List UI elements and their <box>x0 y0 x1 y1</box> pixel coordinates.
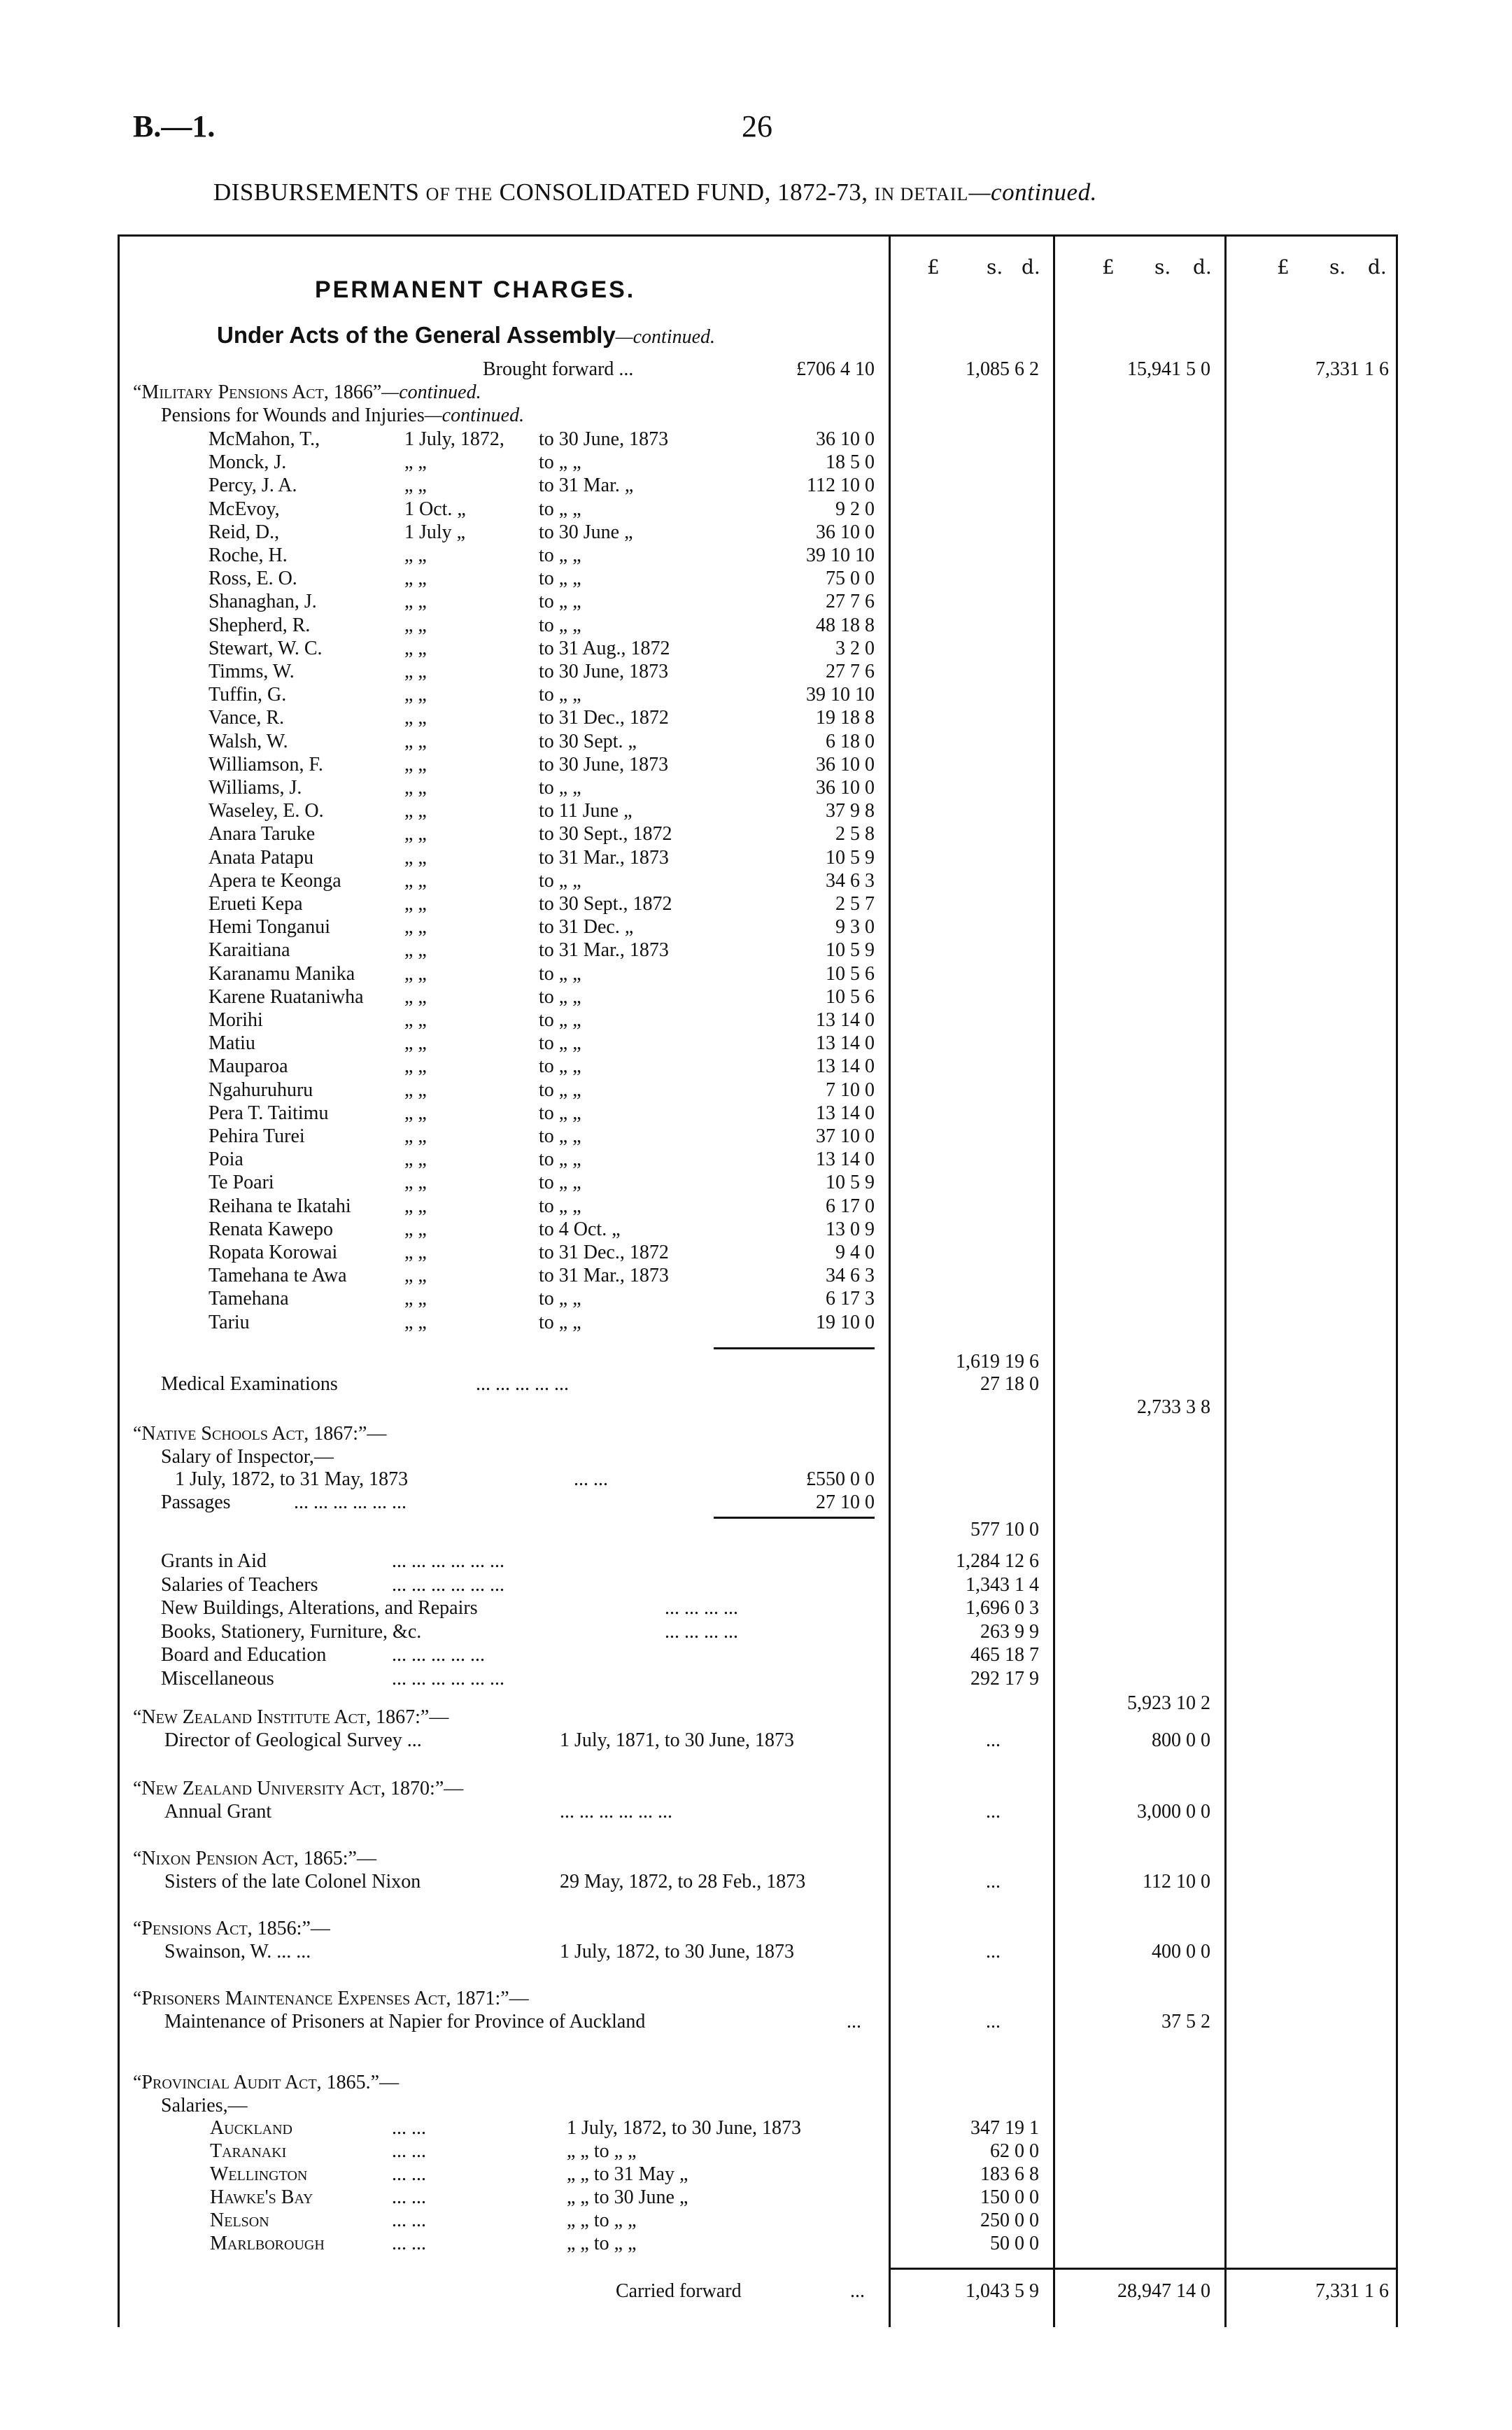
act-amount: 800 0 0 <box>1152 1729 1210 1751</box>
pensioner-name: Tuffin, G. <box>209 684 287 706</box>
pension-amount: 34 6 3 <box>826 869 875 892</box>
act-title: “New Zealand Institute Act, 1867:”— <box>133 1706 449 1728</box>
pension-to-date: to „ „ <box>539 962 581 985</box>
province-period: „ „ to „ „ <box>567 2210 637 2231</box>
native-item-label: Board and Education <box>161 1644 327 1666</box>
pension-to-date: to 31 Mar. „ <box>539 475 634 497</box>
pension-to-date: to 30 June, 1873 <box>539 661 669 682</box>
pension-amount: 19 10 0 <box>816 1311 875 1333</box>
medical-amount: 27 18 0 <box>980 1373 1039 1395</box>
pension-to-date: to „ „ <box>539 1311 581 1333</box>
col-pound: £ <box>1102 255 1115 279</box>
province-period: „ „ to 30 June „ <box>567 2186 688 2208</box>
pension-from-date: „ „ <box>404 1149 427 1171</box>
pension-from-date: „ „ <box>404 1079 427 1101</box>
pension-amount: 2 5 7 <box>835 893 875 915</box>
pension-to-date: to „ „ <box>539 1149 581 1171</box>
province-dots: ... ... <box>392 2233 426 2254</box>
native-item-amount: 1,284 12 6 <box>956 1550 1039 1572</box>
pension-from-date: „ „ <box>404 1172 427 1194</box>
pension-amount: 37 9 8 <box>826 800 875 822</box>
pension-amount: 10 5 6 <box>826 962 875 985</box>
brought-forward-col1: 1,085 6 2 <box>966 358 1039 380</box>
medical-dots: ... ... ... ... ... <box>476 1373 569 1395</box>
salary-inspector-label: Salary of Inspector,— <box>161 1446 334 1468</box>
medical-label: Medical Examinations <box>161 1373 338 1395</box>
pension-to-date: to 30 Sept., 1872 <box>539 823 672 845</box>
pensioner-name: Pera T. Taitimu <box>209 1102 329 1124</box>
act-col1: ... <box>986 2011 1001 2032</box>
pension-from-date: „ „ <box>404 1102 427 1124</box>
pension-amount: 13 14 0 <box>816 1032 875 1055</box>
pension-amount: 10 5 9 <box>826 939 875 962</box>
pension-to-date: to „ „ <box>539 498 581 520</box>
pension-from-date: „ „ <box>404 1009 427 1031</box>
pension-to-date: to 11 June „ <box>539 800 633 822</box>
pension-to-date: to „ „ <box>539 591 581 613</box>
audit-salaries-label: Salaries,— <box>161 2095 248 2116</box>
province-amount: 183 6 8 <box>980 2163 1039 2185</box>
pension-to-date: to „ „ <box>539 451 581 474</box>
pensioner-name: Ropata Korowai <box>209 1242 338 1263</box>
document-reference: B.—1. <box>133 109 216 143</box>
pension-to-date: to „ „ <box>539 1009 581 1031</box>
brought-forward-col2: 15,941 5 0 <box>1127 358 1210 380</box>
province-dots: ... ... <box>392 2163 426 2185</box>
pension-amount: 36 10 0 <box>816 521 875 543</box>
province-amount: 250 0 0 <box>980 2210 1039 2231</box>
col-shillings: s. <box>1154 255 1171 279</box>
pension-from-date: „ „ <box>404 985 427 1008</box>
carried-forward-dots: ... <box>850 2280 865 2302</box>
pension-amount: 39 10 10 <box>806 684 875 706</box>
pension-to-date: to „ „ <box>539 1032 581 1055</box>
brought-forward-col3: 7,331 1 6 <box>1315 358 1389 380</box>
pensioner-name: Renata Kawepo <box>209 1218 334 1240</box>
pensioner-name: Shanaghan, J. <box>209 591 317 613</box>
province-dots: ... ... <box>392 2117 426 2139</box>
pension-to-date: to 4 Oct. „ <box>539 1218 621 1240</box>
pensioner-name: Reid, D., <box>209 521 280 543</box>
province-amount: 62 0 0 <box>990 2140 1039 2162</box>
act-amount: 37 5 2 <box>1161 2011 1210 2032</box>
pension-to-date: to „ „ <box>539 1125 581 1147</box>
col-pence: d. <box>1022 255 1040 279</box>
pension-from-date: „ „ <box>404 1195 427 1217</box>
pension-to-date: to „ „ <box>539 545 581 566</box>
act-period: 1 July, 1872, to 30 June, 1873 <box>560 1941 794 1962</box>
subtotal-rule <box>714 1347 875 1349</box>
pension-to-date: to 30 June „ <box>539 521 633 543</box>
pension-from-date: „ „ <box>404 1265 427 1287</box>
province-period: 1 July, 1872, to 30 June, 1873 <box>567 2117 801 2139</box>
pension-to-date: to „ „ <box>539 1079 581 1101</box>
pensions-subheading: Pensions for Wounds and Injuries—continued. <box>161 405 525 426</box>
pension-amount: 27 7 6 <box>826 591 875 613</box>
pension-from-date: 1 Oct. „ <box>404 498 466 520</box>
passages-amount: 27 10 0 <box>816 1491 875 1513</box>
pensioner-name: Pehira Turei <box>209 1125 305 1147</box>
pensioner-name: Karanamu Manika <box>209 962 355 985</box>
col-pence: d. <box>1368 255 1387 279</box>
act-period: 1 July, 1871, to 30 June, 1873 <box>560 1729 794 1751</box>
pension-amount: 13 14 0 <box>816 1102 875 1124</box>
pension-from-date: 1 July „ <box>404 521 466 543</box>
col-pound: £ <box>927 255 940 279</box>
province-name: Auckland <box>210 2117 292 2139</box>
province-name: Taranaki <box>210 2140 287 2162</box>
pension-amount: 19 18 8 <box>816 707 875 729</box>
pension-from-date: „ „ <box>404 707 427 729</box>
pension-amount: 18 5 0 <box>826 451 875 474</box>
act-description: Swainson, W. ... ... <box>164 1941 311 1962</box>
act-title: “Prisoners Maintenance Expenses Act, 1871:”— <box>133 1988 529 2009</box>
pensioner-name: Tariu <box>209 1311 250 1333</box>
pension-from-date: „ „ <box>404 1218 427 1240</box>
province-period: „ „ to „ „ <box>567 2140 637 2162</box>
salary-dots: ... ... <box>574 1468 608 1490</box>
pension-to-date: to „ „ <box>539 1102 581 1124</box>
pension-from-date: „ „ <box>404 591 427 613</box>
pension-from-date: „ „ <box>404 823 427 845</box>
pension-from-date: „ „ <box>404 1242 427 1263</box>
pensioner-name: Timms, W. <box>209 661 295 682</box>
carried-forward-col3: 7,331 1 6 <box>1315 2280 1389 2302</box>
province-period: „ „ to „ „ <box>567 2233 637 2254</box>
pension-amount: 13 14 0 <box>816 1055 875 1078</box>
pension-to-date: to „ „ <box>539 1172 581 1194</box>
pension-from-date: „ „ <box>404 869 427 892</box>
pension-amount: 7 10 0 <box>826 1079 875 1101</box>
act-amount: 112 10 0 <box>1143 1871 1210 1892</box>
pension-to-date: to „ „ <box>539 1195 581 1217</box>
act-period: ... ... ... ... ... ... <box>560 1801 672 1822</box>
subtotal-rule <box>714 1517 875 1519</box>
act-description: Director of Geological Survey ... <box>164 1729 422 1751</box>
pension-amount: 36 10 0 <box>816 777 875 799</box>
pension-amount: 9 3 0 <box>835 916 875 939</box>
act-col1: ... <box>986 1729 1001 1751</box>
province-name: Nelson <box>210 2210 269 2231</box>
pension-amount: 36 10 0 <box>816 753 875 775</box>
pension-amount: 27 7 6 <box>826 661 875 682</box>
pension-amount: 9 4 0 <box>835 1242 875 1263</box>
pension-from-date: „ „ <box>404 846 427 869</box>
pensioner-name: Hemi Tonganui <box>209 916 331 939</box>
salary-amount: £550 0 0 <box>806 1468 875 1490</box>
section-subtitle: Under Acts of the General Assembly—continued. <box>217 322 716 348</box>
carried-forward-col2: 28,947 14 0 <box>1117 2280 1210 2302</box>
pension-from-date: „ „ <box>404 451 427 474</box>
pensioner-name: Karene Ruataniwha <box>209 985 364 1008</box>
pension-amount: 10 5 6 <box>826 985 875 1008</box>
pensioner-name: Anata Patapu <box>209 846 314 869</box>
pensioner-name: Tamehana <box>209 1288 289 1310</box>
act-title: “Pensions Act, 1856:”— <box>133 1918 330 1939</box>
pension-from-date: „ „ <box>404 1288 427 1310</box>
province-dots: ... ... <box>392 2186 426 2208</box>
pensioner-name: Williamson, F. <box>209 753 323 775</box>
native-item-dots: ... ... ... ... ... <box>392 1644 485 1666</box>
passages-dots: ... ... ... ... ... ... <box>294 1491 407 1513</box>
pension-to-date: to 30 Sept., 1872 <box>539 893 672 915</box>
pension-to-date: to „ „ <box>539 1288 581 1310</box>
pension-to-date: to 30 June, 1873 <box>539 428 669 450</box>
pension-amount: 34 6 3 <box>826 1265 875 1287</box>
act-col1: ... <box>986 1871 1001 1892</box>
pension-amount: 13 14 0 <box>816 1009 875 1031</box>
pension-from-date: „ „ <box>404 893 427 915</box>
native-item-label: Grants in Aid <box>161 1550 267 1572</box>
military-total: 2,733 3 8 <box>1137 1396 1210 1418</box>
pension-to-date: to „ „ <box>539 777 581 799</box>
pension-from-date: „ „ <box>404 661 427 682</box>
pension-from-date: „ „ <box>404 1032 427 1055</box>
pension-to-date: to 31 Dec. „ <box>539 916 634 939</box>
pension-amount: 2 5 8 <box>835 823 875 845</box>
col-shillings: s. <box>987 255 1003 279</box>
pensioner-name: Ngahuruhuru <box>209 1079 313 1101</box>
pensioner-name: Karaitiana <box>209 939 290 962</box>
page-title: DISBURSEMENTS OF THE CONSOLIDATED FUND, 1872-73, IN DETAIL—continued. <box>213 178 1097 206</box>
pension-from-date: „ „ <box>404 800 427 822</box>
pensioner-name: Ross, E. O. <box>209 568 297 590</box>
pension-to-date: to 31 Aug., 1872 <box>539 637 670 659</box>
native-item-amount: 263 9 9 <box>980 1620 1039 1643</box>
column-divider <box>1224 234 1227 2327</box>
pension-to-date: to 31 Mar., 1873 <box>539 939 669 962</box>
military-pensions-act-title: “Military Pensions Act, 1866”—continued. <box>133 381 481 403</box>
act-period: ... <box>847 2011 861 2032</box>
province-period: „ „ to 31 May „ <box>567 2163 688 2185</box>
province-amount: 347 19 1 <box>970 2117 1039 2139</box>
pensioner-name: Monck, J. <box>209 451 287 474</box>
carried-forward-col1: 1,043 5 9 <box>966 2280 1039 2302</box>
pension-from-date: „ „ <box>404 475 427 497</box>
pensioner-name: Roche, H. <box>209 545 288 566</box>
act-col1: ... <box>986 1941 1001 1962</box>
pension-from-date: „ „ <box>404 939 427 962</box>
pensioner-name: Matiu <box>209 1032 255 1055</box>
total-rule <box>889 2268 1398 2270</box>
act-period: 29 May, 1872, to 28 Feb., 1873 <box>560 1871 806 1892</box>
native-item-dots: ... ... ... ... ... ... <box>392 1550 504 1572</box>
pensioner-name: Williams, J. <box>209 777 302 799</box>
native-item-amount: 292 17 9 <box>970 1667 1039 1690</box>
pension-to-date: to 30 Sept. „ <box>539 730 637 752</box>
act-description: Annual Grant <box>164 1801 272 1822</box>
pensioner-name: Waseley, E. O. <box>209 800 324 822</box>
act-description: Maintenance of Prisoners at Napier for Province of Auckland <box>164 2011 646 2032</box>
pension-amount: 6 17 0 <box>826 1195 875 1217</box>
act-description: Sisters of the late Colonel Nixon <box>164 1871 421 1892</box>
province-name: Hawke's Bay <box>210 2186 313 2208</box>
province-name: Wellington <box>210 2163 308 2185</box>
col-pence: d. <box>1193 255 1212 279</box>
pension-from-date: „ „ <box>404 614 427 636</box>
pensioner-name: Morihi <box>209 1009 263 1031</box>
pension-to-date: to „ „ <box>539 614 581 636</box>
province-dots: ... ... <box>392 2210 426 2231</box>
province-amount: 50 0 0 <box>990 2233 1039 2254</box>
pension-to-date: to 31 Dec., 1872 <box>539 1242 669 1263</box>
pension-amount: 9 2 0 <box>835 498 875 520</box>
pensioner-name: Stewart, W. C. <box>209 637 323 659</box>
brought-forward-label: Brought forward ... <box>483 358 634 380</box>
pension-to-date: to „ „ <box>539 684 581 706</box>
pensioner-name: Percy, J. A. <box>209 475 297 497</box>
pension-to-date: to „ „ <box>539 869 581 892</box>
section-title: PERMANENT CHARGES. <box>315 276 636 303</box>
province-dots: ... ... <box>392 2140 426 2162</box>
native-item-label: New Buildings, Alterations, and Repairs <box>161 1597 478 1619</box>
pension-from-date: „ „ <box>404 1055 427 1078</box>
native-item-label: Miscellaneous <box>161 1667 274 1690</box>
province-amount: 150 0 0 <box>980 2186 1039 2208</box>
pensioner-name: McMahon, T., <box>209 428 320 450</box>
pension-to-date: to 30 June, 1873 <box>539 753 669 775</box>
native-item-label: Books, Stationery, Furniture, &c. <box>161 1620 422 1643</box>
carried-forward-label: Carried forward <box>616 2280 742 2302</box>
pension-from-date: „ „ <box>404 568 427 590</box>
audit-act-title: “Provincial Audit Act, 1865.”— <box>133 2072 400 2093</box>
salary-period: 1 July, 1872, to 31 May, 1873 <box>175 1468 409 1490</box>
pension-to-date: to „ „ <box>539 568 581 590</box>
pension-amount: 75 0 0 <box>826 568 875 590</box>
pension-from-date: „ „ <box>404 684 427 706</box>
pension-amount: 10 5 9 <box>826 846 875 869</box>
pension-from-date: „ „ <box>404 730 427 752</box>
native-item-amount: 1,696 0 3 <box>966 1597 1039 1619</box>
pension-amount: 13 0 9 <box>826 1218 875 1240</box>
pensioner-name: Anara Taruke <box>209 823 316 845</box>
column-divider <box>889 234 891 2327</box>
pension-amount: 10 5 9 <box>826 1172 875 1194</box>
province-name: Marlborough <box>210 2233 325 2254</box>
pension-from-date: „ „ <box>404 753 427 775</box>
pension-amount: 48 18 8 <box>816 614 875 636</box>
pensions-total: 1,619 19 6 <box>956 1351 1039 1372</box>
pension-to-date: to 31 Dec., 1872 <box>539 707 669 729</box>
pension-from-date: „ „ <box>404 777 427 799</box>
pension-amount: 37 10 0 <box>816 1125 875 1147</box>
pensioner-name: Walsh, W. <box>209 730 288 752</box>
col-pound: £ <box>1277 255 1290 279</box>
act-amount: 400 0 0 <box>1152 1941 1210 1962</box>
pension-amount: 36 10 0 <box>816 428 875 450</box>
act-title: “Nixon Pension Act, 1865:”— <box>133 1848 376 1869</box>
native-salary-subtotal: 577 10 0 <box>970 1519 1039 1540</box>
act-amount: 3,000 0 0 <box>1137 1801 1210 1822</box>
native-item-dots: ... ... ... ... <box>665 1620 738 1643</box>
pension-to-date: to 31 Mar., 1873 <box>539 846 669 869</box>
pension-to-date: to „ „ <box>539 1055 581 1078</box>
pension-amount: 3 2 0 <box>835 637 875 659</box>
pension-from-date: „ „ <box>404 916 427 939</box>
page-number: 26 <box>742 109 772 143</box>
pensioner-name: Te Poari <box>209 1172 274 1194</box>
pension-from-date: „ „ <box>404 962 427 985</box>
pension-from-date: „ „ <box>404 637 427 659</box>
pensioner-name: Vance, R. <box>209 707 285 729</box>
pension-amount: 39 10 10 <box>806 545 875 566</box>
pensioner-name: Shepherd, R. <box>209 614 311 636</box>
pension-amount: 13 14 0 <box>816 1149 875 1171</box>
native-item-dots: ... ... ... ... <box>665 1597 738 1619</box>
pensioner-name: Reihana te Ikatahi <box>209 1195 351 1217</box>
pension-from-date: „ „ <box>404 1311 427 1333</box>
brought-forward-inner: £706 4 10 <box>796 358 875 380</box>
native-item-amount: 1,343 1 4 <box>966 1573 1039 1596</box>
pensioner-name: Erueti Kepa <box>209 893 303 915</box>
native-schools-act-title: “Native Schools Act, 1867:”— <box>133 1423 387 1445</box>
passages-label: Passages <box>161 1491 231 1513</box>
pension-from-date: 1 July, 1872, <box>404 428 504 450</box>
pensioner-name: Tamehana te Awa <box>209 1265 347 1287</box>
pension-from-date: „ „ <box>404 545 427 566</box>
pensioner-name: Apera te Keonga <box>209 869 341 892</box>
pension-to-date: to 31 Mar., 1873 <box>539 1265 669 1287</box>
pension-amount: 6 18 0 <box>826 730 875 752</box>
column-divider <box>1053 234 1055 2327</box>
pension-amount: 112 10 0 <box>807 475 875 497</box>
pensioner-name: McEvoy, <box>209 498 280 520</box>
native-total: 5,923 10 2 <box>1127 1692 1210 1714</box>
native-item-dots: ... ... ... ... ... ... <box>392 1573 504 1596</box>
pensioner-name: Mauparoa <box>209 1055 288 1078</box>
pensioner-name: Poia <box>209 1149 243 1171</box>
pension-from-date: „ „ <box>404 1125 427 1147</box>
native-item-dots: ... ... ... ... ... ... <box>392 1667 504 1690</box>
native-item-label: Salaries of Teachers <box>161 1573 318 1596</box>
act-title: “New Zealand University Act, 1870:”— <box>133 1778 464 1799</box>
pension-amount: 6 17 3 <box>826 1288 875 1310</box>
pension-to-date: to „ „ <box>539 985 581 1008</box>
native-item-amount: 465 18 7 <box>970 1644 1039 1666</box>
act-col1: ... <box>986 1801 1001 1822</box>
col-shillings: s. <box>1329 255 1346 279</box>
